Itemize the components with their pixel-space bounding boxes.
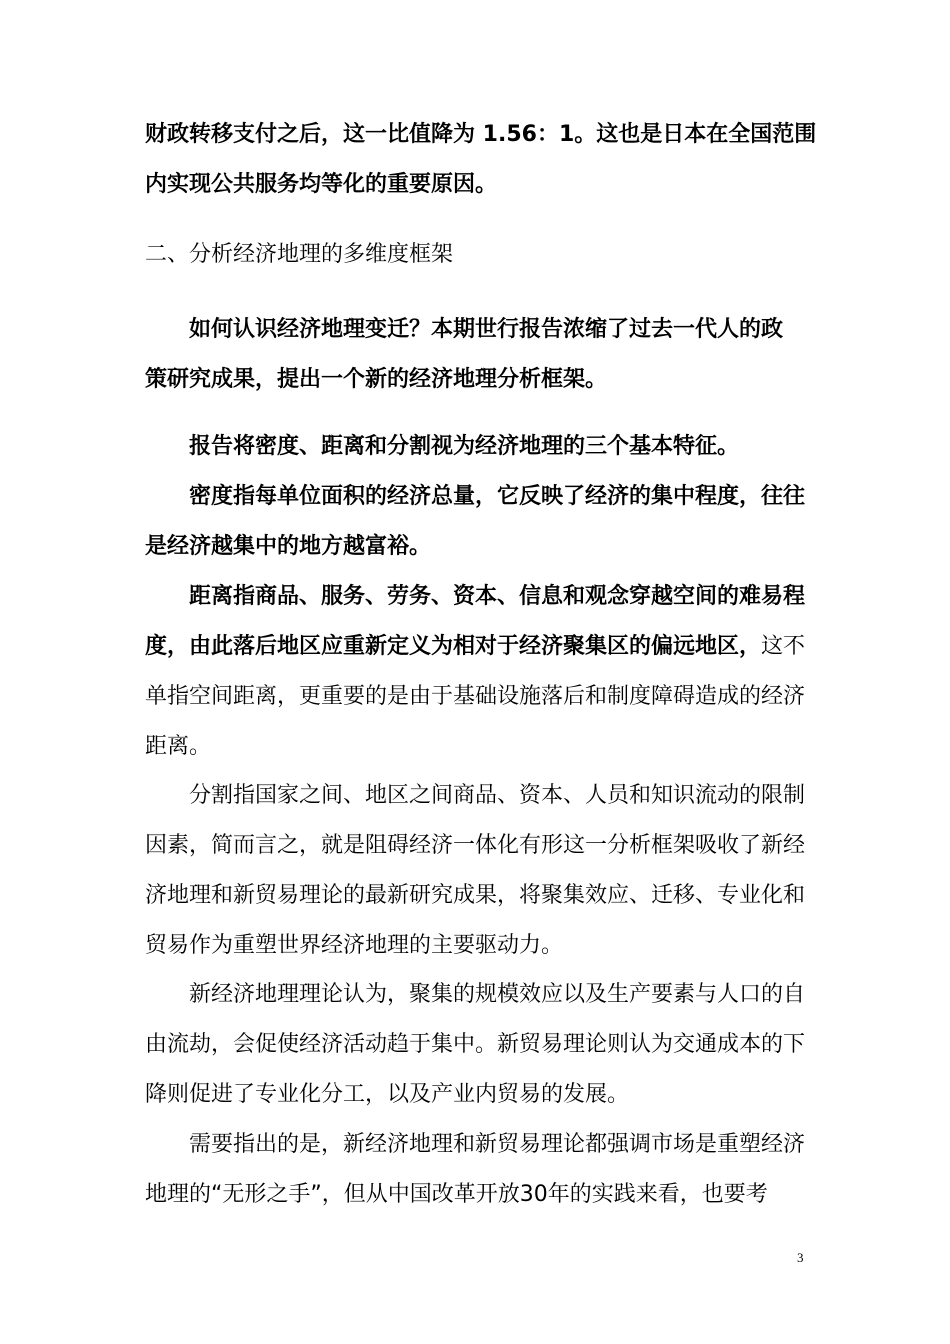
section-heading [145, 230, 810, 280]
text-line: 密度指每单位面积的经济总量，它反映了经济的集中程度，往往 [189, 484, 806, 509]
paragraph-fiscal-transfer [145, 110, 817, 210]
paragraph-framework-intro [145, 305, 810, 405]
text-line: 降则促进了专业化分工，以及产业内贸易的发展。 [145, 1082, 630, 1107]
text-segment: 度，由此落后地区应重新定义为相对于经济聚集区的偏远地区， [145, 634, 762, 659]
text-line: 地理的“无形之手”，但从中国改革开放30年的实践来看，也要考 [145, 1182, 768, 1207]
text-segment: 这不 [761, 634, 806, 659]
text-line: 由流劫，会促使经济活动趋于集中。新贸易理论则认为交通成本的下 [145, 1032, 806, 1057]
paragraph-distance [145, 572, 810, 772]
paragraph-three-features [145, 422, 810, 472]
text-line: 距离指商品、服务、劳务、资本、信息和观念穿越空间的难易程 [189, 584, 806, 609]
heading-text: 二、分析经济地理的多维度框架 [145, 242, 454, 267]
text-line: 财政转移支付之后，这一比值降为 1.56：1。这也是日本在全国范围 [145, 122, 817, 147]
text-line: 距离。 [145, 734, 212, 759]
paragraph-new-economic-geography [145, 970, 810, 1120]
text-line: 济地理和新贸易理论的最新研究成果，将聚集效应、迁移、专业化和 [145, 883, 806, 908]
text-line: 新经济地理理论认为，聚集的规模效应以及生产要素与人口的自 [189, 982, 806, 1007]
page-number: 3 [797, 1250, 804, 1265]
text-line: 需要指出的是，新经济地理和新贸易理论都强调市场是重塑经济 [189, 1132, 806, 1157]
text-line: 分割指国家之间、地区之间商品、资本、人员和知识流动的限制 [189, 783, 806, 808]
text-line: 贸易作为重塑世界经济地理的主要驱动力。 [145, 933, 564, 958]
text-line: 单指空间距离，更重要的是由于基础设施落后和制度障碍造成的经济 [145, 684, 806, 709]
text-line: 报告将密度、距离和分割视为经济地理的三个基本特征。 [189, 434, 740, 459]
text-line: 如何认识经济地理变迁？本期世行报告浓缩了过去一代人的政 [189, 317, 784, 342]
text-line [145, 622, 810, 672]
paragraph-market-invisible-hand [145, 1120, 810, 1220]
text-line: 内实现公共服务均等化的重要原因。 [145, 172, 498, 197]
text-line: 因素，简而言之，就是阻碍经济一体化有形这一分析框架吸收了新经 [145, 833, 806, 858]
text-line: 策研究成果，提出一个新的经济地理分析框架。 [145, 367, 608, 392]
paragraph-division [145, 771, 810, 971]
text-line: 是经济越集中的地方越富裕。 [145, 534, 432, 559]
paragraph-density [145, 472, 810, 572]
